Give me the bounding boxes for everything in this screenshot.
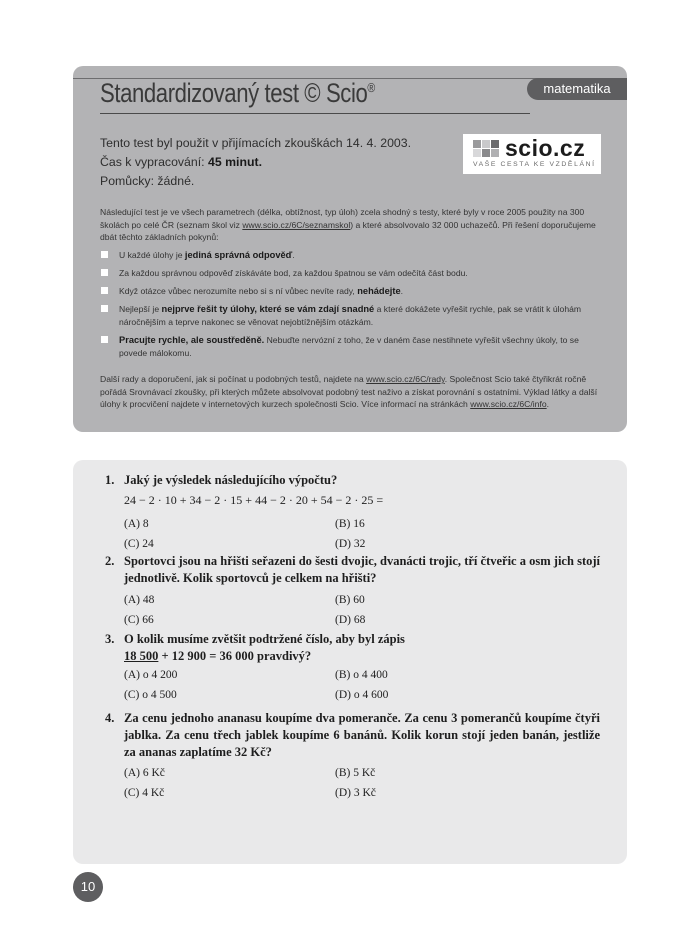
rule-item bbox=[100, 303, 602, 328]
option-c[interactable]: (C) 4 Kč bbox=[124, 787, 165, 799]
registered-mark: ® bbox=[367, 80, 375, 95]
rule-text: Nejlepší je bbox=[119, 304, 162, 315]
page-number: 10 bbox=[73, 872, 103, 902]
question-expression bbox=[124, 648, 600, 665]
rule-bold: Pracujte rychle, ale soustředěně. bbox=[119, 334, 265, 345]
square-bullet-icon bbox=[101, 336, 108, 343]
footer-text-2: . Společnost Scio také čtyřikrát ročně pořádá Srovnávací zkoušky, při kterých můžete absolvovat podobný test naživo a získat porovnání s ostatními. Výklad látky a další úlohy k procvičení najdete v internetových kurzech společnosti Scio. Více informací na stránkách bbox=[100, 374, 598, 410]
option-c[interactable]: (C) o 4 500 bbox=[124, 689, 177, 701]
info-panel bbox=[73, 66, 627, 432]
option-d[interactable]: (D) o 4 600 bbox=[335, 689, 389, 701]
time-line bbox=[100, 153, 411, 172]
time-label: Čas k vypracování: bbox=[100, 155, 205, 169]
rule-text-end: . bbox=[400, 286, 404, 297]
intro-text: Následující test je ve všech parametrech (délka, obtížnost, typ úloh) zcela shodný s testy, které byly v roce 2005 použity na 300 školách po celé ČR (seznam škol viz bbox=[100, 207, 585, 230]
test-meta bbox=[100, 134, 411, 191]
question-number: 2. bbox=[105, 554, 115, 568]
square-bullet-icon bbox=[101, 305, 108, 312]
option-b[interactable]: (B) 60 bbox=[335, 594, 365, 606]
rule-bold: jediná správná odpověď bbox=[184, 250, 293, 260]
footer-text-3: . bbox=[546, 399, 550, 410]
question-number: 1. bbox=[105, 473, 115, 487]
option-a[interactable]: (A) 6 Kč bbox=[124, 767, 165, 779]
underlined-number: 18 500 bbox=[124, 649, 159, 663]
rule-item bbox=[100, 267, 602, 280]
option-a[interactable]: (A) o 4 200 bbox=[124, 669, 178, 681]
rule-text-end: Nebuďte nervózní z toho, že v daném čase nestihnete vyřešit všechny úkoly, to se povede málokomu. bbox=[119, 334, 579, 358]
rules-intro bbox=[100, 206, 602, 244]
option-b[interactable]: (B) 5 Kč bbox=[335, 767, 376, 779]
rule-item bbox=[100, 285, 602, 298]
logo-squares-icon bbox=[473, 140, 509, 158]
footer-note bbox=[100, 373, 602, 411]
question-text: Jaký je výsledek následujícího výpočtu? bbox=[124, 473, 338, 487]
rule-text: U každé úlohy je bbox=[119, 250, 185, 260]
time-value: 45 minut. bbox=[208, 155, 262, 169]
scio-logo bbox=[463, 134, 601, 174]
subject-tab: matematika bbox=[527, 78, 627, 100]
logo-tagline: VAŠE CESTA KE VZDĚLÁNÍ bbox=[473, 161, 596, 168]
title-rule bbox=[100, 113, 530, 114]
info-link[interactable]: www.scio.cz/6C/info bbox=[470, 399, 547, 410]
tips-link[interactable]: www.scio.cz/6C/rady bbox=[366, 374, 445, 384]
rule-text-end: . bbox=[292, 250, 295, 260]
intro-text-2: ) a které absolvovalo 32 000 uchazečů. Při řešení doporučujeme dbát těchto základních pokynů: bbox=[100, 219, 596, 243]
question-text: Za cenu jednoho ananasu koupíme dva pomeranče. Za cenu 3 pomerančů koupíme čtyři jablka. Za cenu třech jablek koupíme 6 banánů. Kolik korun stojí jeden banán, jestliže za ananas zaplatíme 32 Kč? bbox=[124, 711, 600, 759]
option-c[interactable]: (C) 66 bbox=[124, 614, 154, 626]
schools-link[interactable]: www.scio.cz/6C/seznamskol bbox=[242, 219, 351, 230]
option-a[interactable]: (A) 8 bbox=[124, 518, 149, 530]
option-b[interactable]: (B) o 4 400 bbox=[335, 669, 388, 681]
option-c[interactable]: (C) 24 bbox=[124, 538, 154, 550]
rule-text-end: a které dokážete vyřešit rychle, pak se vrátit k úlohám náročnějším a teprve nakonec se věnovat nejobtížnějším otázkám. bbox=[119, 304, 582, 327]
option-b[interactable]: (B) 16 bbox=[335, 518, 365, 530]
expression-rest: + 12 900 = 36 000 pravdivý? bbox=[158, 649, 312, 663]
square-bullet-icon bbox=[101, 269, 108, 276]
rule-text: Za každou správnou odpověď získáváte bod, za každou špatnou se vám odečítá část bodu. bbox=[119, 268, 468, 279]
aids-line: Pomůcky: žádné. bbox=[100, 174, 195, 188]
used-line: Tento test byl použit v přijímacích zkouškách 14. 4. 2003. bbox=[100, 136, 412, 150]
rule-item bbox=[100, 249, 602, 262]
option-d[interactable]: (D) 32 bbox=[335, 538, 366, 550]
page-title bbox=[100, 78, 375, 109]
option-d[interactable]: (D) 68 bbox=[335, 614, 366, 626]
rule-item bbox=[100, 334, 602, 359]
option-a[interactable]: (A) 48 bbox=[124, 594, 155, 606]
question-text: O kolik musíme zvětšit podtržené číslo, aby byl zápis bbox=[124, 632, 405, 646]
rules-list bbox=[100, 249, 602, 365]
questions-panel bbox=[73, 460, 627, 864]
footer-text: Další rady a doporučení, jak si počínat u podobných testů, najdete na bbox=[100, 374, 367, 384]
page-title-text: Standardizovaný test © Scio bbox=[100, 78, 368, 108]
rule-bold: nejprve řešit ty úlohy, které se vám zdají snadné bbox=[161, 304, 375, 315]
rule-text: Když otázce vůbec nerozumíte nebo si s ní vůbec nevíte rady, bbox=[119, 286, 358, 297]
question-text: Sportovci jsou na hřišti seřazeni do šesti dvojic, dvanácti trojic, tří čtveřic a osm jich stojí jednotlivě. Kolik sportovců je celkem na hřišti? bbox=[124, 554, 600, 585]
logo-text: scio.cz bbox=[505, 135, 586, 161]
question-number: 4. bbox=[105, 711, 115, 725]
option-d[interactable]: (D) 3 Kč bbox=[335, 787, 376, 799]
square-bullet-icon bbox=[101, 251, 108, 258]
question-expression: 24 − 2 · 10 + 34 − 2 · 15 + 44 − 2 · 20 + 54 − 2 · 25 = bbox=[124, 493, 384, 507]
square-bullet-icon bbox=[101, 287, 108, 294]
question-number: 3. bbox=[105, 632, 115, 646]
rule-bold: nehádejte bbox=[357, 286, 401, 297]
